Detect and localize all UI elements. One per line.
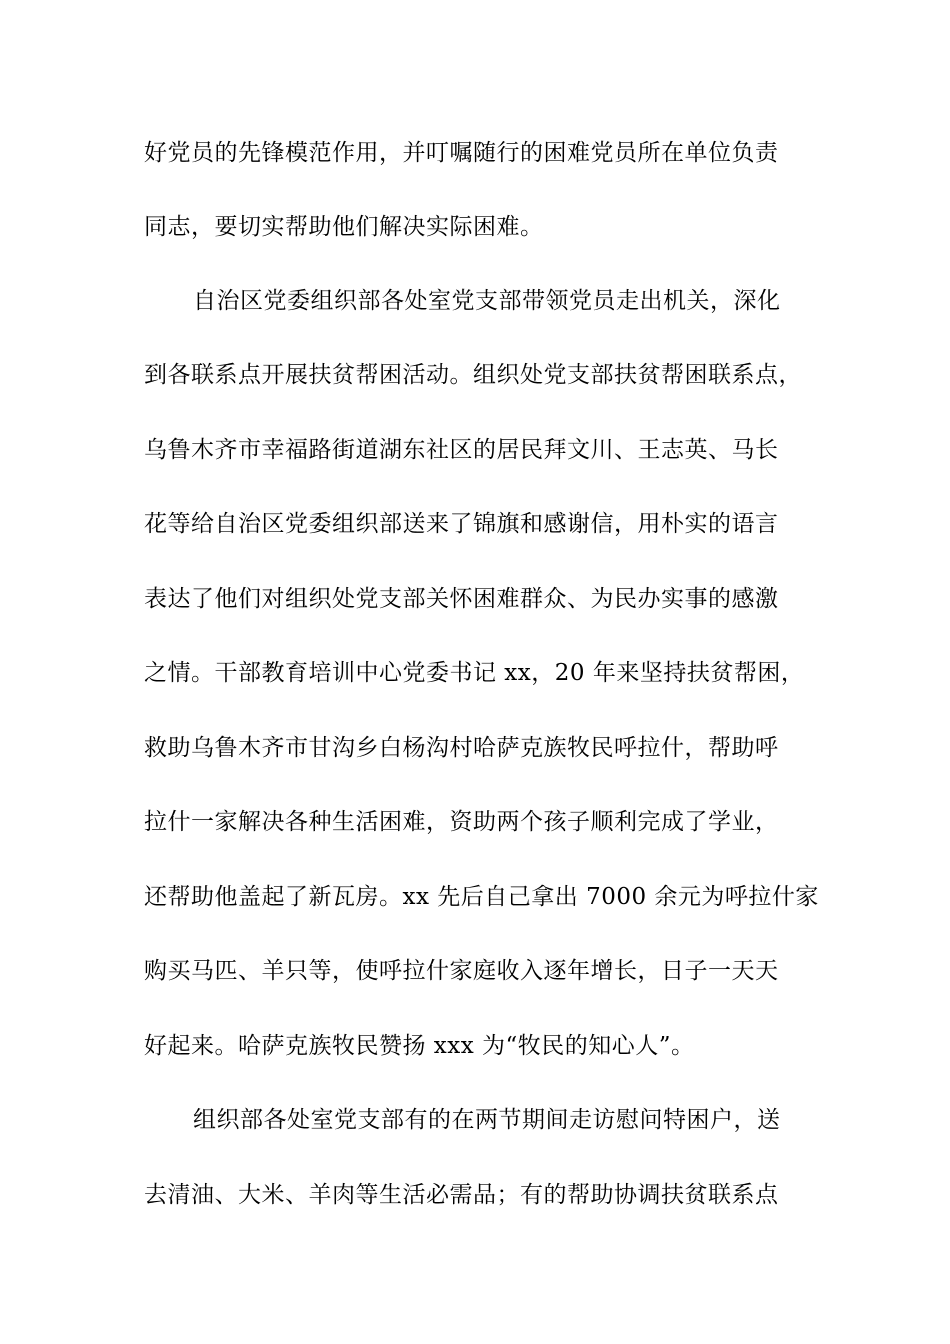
text-line: 好起来。哈萨克族牧民赞扬 xxx 为“牧民的知心人”。 <box>144 1033 695 1059</box>
text-line: 去清油、大米、羊肉等生活必需品；有的帮助协调扶贫联系点 <box>144 1182 779 1208</box>
text-line: 救助乌鲁木齐市甘沟乡白杨沟村哈萨克族牧民呼拉什，帮助呼 <box>144 735 779 761</box>
text-line: 还帮助他盖起了新瓦房。xx 先后自己拿出 7000 余元为呼拉什家 <box>144 884 819 910</box>
text-line: 好党员的先锋模范作用，并叮嘱随行的困难党员所在单位负责 <box>144 140 779 166</box>
text-line: 拉什一家解决各种生活困难，资助两个孩子顺利完成了学业， <box>144 809 779 835</box>
text-line: 花等给自治区党委组织部送来了锦旗和感谢信，用朴实的语言 <box>144 511 779 537</box>
text-line: 乌鲁木齐市幸福路街道湖东社区的居民拜文川、王志英、马长 <box>144 437 779 463</box>
text-line: 购买马匹、羊只等，使呼拉什家庭收入逐年增长，日子一天天 <box>144 958 779 984</box>
text-line: 表达了他们对组织处党支部关怀困难群众、为民办实事的感激 <box>144 586 779 612</box>
text-line: 到各联系点开展扶贫帮困活动。组织处党支部扶贫帮困联系点， <box>144 362 802 388</box>
paragraph-first-line: 组织部各处室党支部有的在两节期间走访慰问特困户，送 <box>193 1107 781 1133</box>
text-line: 之情。干部教育培训中心党委书记 xx，20 年来坚持扶贫帮困， <box>144 660 805 686</box>
text-line: 同志，要切实帮助他们解决实际困难。 <box>144 214 544 240</box>
paragraph-first-line: 自治区党委组织部各处室党支部带领党员走出机关，深化 <box>193 288 781 314</box>
